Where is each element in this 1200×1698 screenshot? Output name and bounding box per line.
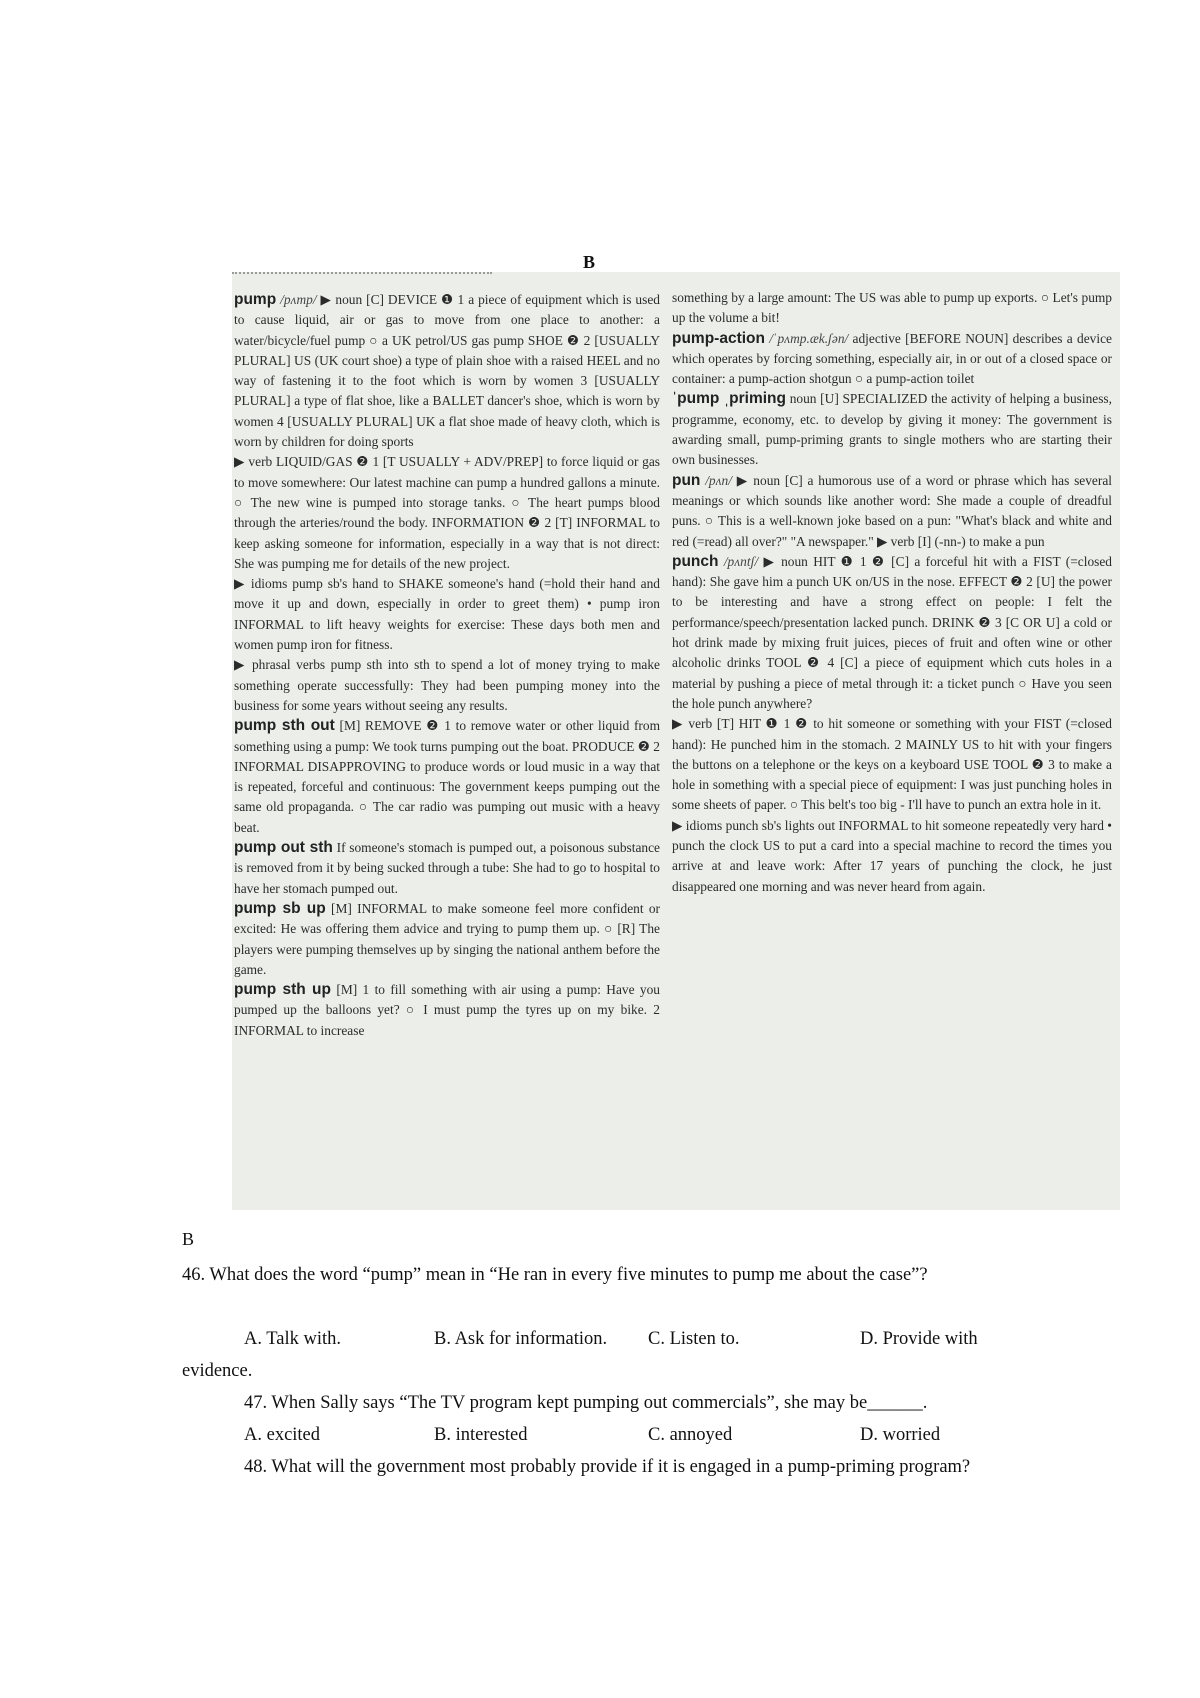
dictionary-entry (672, 288, 1112, 329)
entry-definition: [M] INFORMAL to make someone feel more confident or excited: He was offering them advice and trying to pump them up. ○ [R] The players were pumping themselves up by singing the national anthem before the game. (234, 900, 661, 977)
entry-definition: ▶ idioms punch sb's lights out INFORMAL to hit someone repeatedly very hard • punch the clock US to put a card into a special machine to record the times you arrive at and leave work: After 17 years of punching the clock, he just disappeared one morning and was never heard from again. (672, 817, 1112, 894)
entry-definition: adjective [BEFORE NOUN] describes a device which operates by forcing something, especially air, in or out of a closed space or container: a pump-action shotgun ○ a pump-action toilet (672, 330, 1112, 387)
dictionary-left-column (234, 290, 660, 1041)
dictionary-entry (234, 290, 660, 452)
question-46-options (244, 1323, 1064, 1355)
dictionary-entry (234, 899, 660, 980)
entry-headword: pump sth up (234, 981, 331, 999)
dictionary-entry (234, 980, 660, 1041)
entry-definition: ▶ phrasal verbs pump sth into sth to spend a lot of money trying to make something operate successfully: They had been pumping money into the business for some years without seeing any results. (234, 657, 660, 713)
entry-definition: [M] 1 to fill something with air using a pump: Have you pumped up the balloons yet? ○ I must pump the tyres up on my bike. 2 INFORMAL to increase (234, 982, 660, 1038)
entry-pronunciation: /pʌntʃ/ (723, 553, 759, 569)
option-c: C. annoyed (648, 1425, 733, 1445)
dictionary-scan (232, 272, 1120, 1210)
entry-definition: ▶ noun [C] a humorous use of a word or phrase which has several meanings or which sounds like another word: She made a couple of dreadful puns. ○ This is a well-known joke based on a pun: "What's black and white and red (=read) all over?" "A newspaper." ▶ verb [I] (-nn-) to make a pun (672, 472, 1112, 549)
entry-definition: ▶ verb LIQUID/GAS ❷ 1 [T USUALLY + ADV/PREP] to force liquid or gas to move somewhere: Our latest machine can pump a hundred gallons a minute. ○ The new wine is pumped into storage tanks. ○ The heart pumps blood through the arteries/round the body. INFORMATION ❷ 2 [T] INFORMAL to keep asking someone for information, especially in a way that is not direct: She was pumping me for details of the new project. (234, 454, 660, 571)
entry-pronunciation: /pʌmp/ (280, 292, 317, 307)
question-47-options (244, 1419, 1064, 1451)
dictionary-entry (672, 329, 1112, 390)
entry-pronunciation: /pʌn/ (705, 472, 732, 488)
section-label: B (182, 1229, 195, 1249)
entry-headword: ˈpump ˌpriming (672, 390, 786, 408)
entry-definition: If someone's stomach is pumped out, a poisonous substance is removed from it by being sucked through a tube: She had to go to hospital to have her stomach pumped out. (234, 840, 660, 896)
entry-headword: punch (672, 552, 719, 570)
dictionary-entry (234, 452, 660, 574)
entry-headword: pun (672, 471, 701, 489)
dictionary-entry (672, 471, 1112, 552)
dictionary-entry (672, 816, 1112, 897)
entry-definition: ▶ noun [C] DEVICE ❶ 1 a piece of equipment which is used to cause liquid, air or gas to move from one place to another: a water/bicycle/fuel pump ○ a UK petrol/US gas pump SHOE ❷ 2 [USUALLY PLURAL] US (UK court shoe) a type of plain shoe with a raised HEEL and no way of fastening it to the foot which is worn by women 3 [USUALLY PLURAL] a type of flat shoe, like a BALLET dancer's shoe, which is worn by women 4 [USUALLY PLURAL] UK a flat shoe made of heavy cloth, which is worn by children for doing sports (234, 292, 660, 450)
dictionary-entry (672, 552, 1112, 714)
page-heading: B (583, 252, 596, 272)
option-d: D. worried (860, 1425, 941, 1445)
option-d: D. Provide with (860, 1329, 978, 1349)
entry-definition: something by a large amount: The US was able to pump up exports. ○ Let's pump up the volume a bit! (672, 290, 1112, 326)
dictionary-entry (234, 574, 660, 655)
entry-definition: ▶ noun HIT ❶ 1 ❷ [C] a forceful hit with a FIST (=closed hand): She gave him a punch UK on/US in the nose. EFFECT ❷ 2 [U] the power to be interesting and have a strong effect on people: I felt the performance/speech/presentation lacked punch. DRINK ❷ 3 [C OR U] a cold or hot drink made by mixing fruit juices, pieces of fruit and often wine or other alcoholic drinks TOOL ❷ 4 [C] a piece of equipment which cuts holes in a material by pushing a piece of metal through it: a ticket punch ○ Have you seen the hole punch anywhere? (672, 553, 1112, 711)
entry-definition: [M] REMOVE ❷ 1 to remove water or other liquid from something using a pump: We took turns pumping out the boat. PRODUCE ❷ 2 INFORMAL DISAPPROVING to produce words or loud music in a way that is repeated, forceful and continuous: The government keeps pumping out the same old propaganda. ○ The car radio was pumping out music with a heavy beat. (234, 718, 660, 835)
dictionary-right-column (672, 288, 1112, 897)
dictionary-entry (672, 714, 1112, 815)
dotted-divider (232, 272, 492, 274)
entry-definition: noun [U] SPECIALIZED the activity of helping a business, programme, economy, etc. to develop by giving it money: The government is awarding small, pump-priming grants to single mothers who are starting their own businesses. (672, 391, 1112, 468)
entry-headword: pump-action (672, 329, 765, 347)
dictionary-entry (234, 838, 660, 899)
option-b: B. interested (434, 1425, 528, 1445)
question-48-stem: 48. What will the government most probably provide if it is engaged in a pump-priming program? (244, 1457, 971, 1477)
question-46-stem: 46. What does the word “pump” mean in “He ran in every five minutes to pump me about the case”? (182, 1265, 928, 1285)
entry-definition: ▶ idioms pump sb's hand to SHAKE someone's hand (=hold their hand and move it up and down, especially in order to greet them) • pump iron INFORMAL to lift heavy weights for exercise: These days both men and women pump iron for fitness. (234, 576, 660, 653)
entry-headword: pump sth out (234, 717, 335, 735)
entry-headword: pump sb up (234, 899, 326, 917)
option-a: A. excited (244, 1425, 321, 1445)
dictionary-entry (234, 716, 660, 838)
dictionary-entry (672, 389, 1112, 470)
entry-definition: ▶ verb [T] HIT ❶ 1 ❷ to hit someone or something with your FIST (=closed hand): He punched him in the stomach. 2 MAINLY US to hit with your fingers the buttons on a telephone or the keys on a keyboard USE TOOL ❷ 3 to make a hole in something with a special piece of equipment: I was just punching holes in some sheets of paper. ○ This belt's too big - I'll have to punch an extra hole in it. (672, 716, 1112, 813)
option-c: C. Listen to. (648, 1329, 740, 1349)
dictionary-entry (234, 655, 660, 716)
question-47-stem: 47. When Sally says “The TV program kept pumping out commercials”, she may be______. (244, 1393, 928, 1413)
entry-headword: pump (234, 291, 277, 308)
entry-headword: pump out sth (234, 839, 333, 857)
question-46-options-tail: evidence. (182, 1361, 253, 1381)
option-b: B. Ask for information. (434, 1329, 608, 1349)
option-a: A. Talk with. (244, 1329, 342, 1349)
entry-pronunciation: /ˈpʌmp.æk.ʃən/ (769, 330, 849, 346)
